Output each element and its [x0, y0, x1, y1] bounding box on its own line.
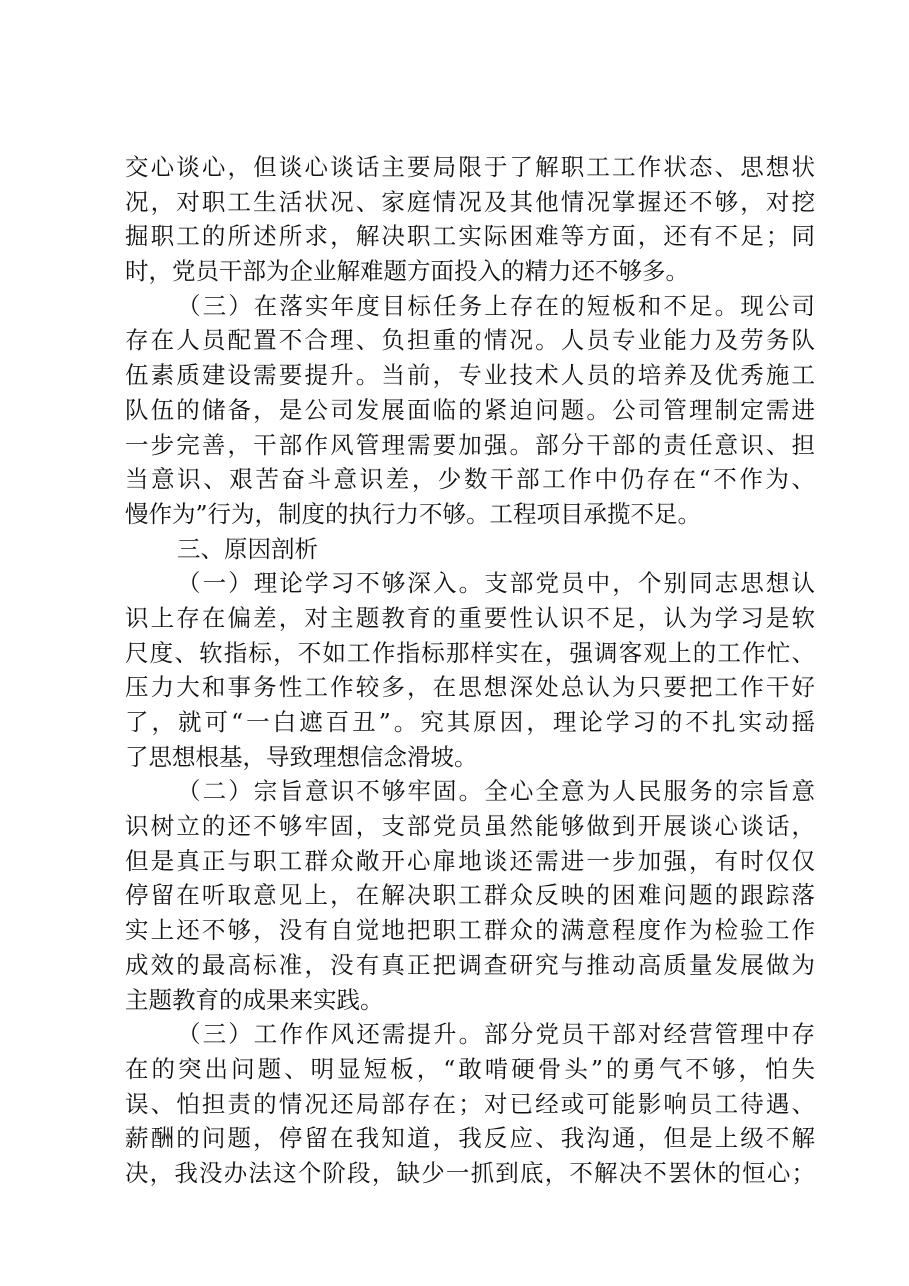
text-line: 伍素质建设需要提升。当前，专业技术人员的培养及优秀施工: [125, 361, 815, 390]
text-line: 停留在听取意见上，在解决职工群众反映的困难问题的跟踪落: [125, 881, 815, 910]
text-line: 压力大和事务性工作较多，在思想深处总认为只要把工作干好: [125, 673, 815, 702]
text-line: （一）理论学习不够深入。支部党员中，个别同志思想认: [177, 569, 815, 598]
text-line: 了，就可“一白遮百丑”。究其原因，理论学习的不扎实动摇: [125, 708, 815, 736]
text-line: 识上存在偏差，对主题教育的重要性认识不足，认为学习是软: [125, 603, 815, 632]
text-line: 况，对职工生活状况、家庭情况及其他情况掌握还不够，对挖: [125, 187, 815, 216]
text-line: 实上还不够，没有自觉地把职工群众的满意程度作为检验工作: [125, 916, 815, 945]
text-line: 薪酬的问题，停留在我知道，我反应、我沟通，但是上级不解: [125, 1124, 815, 1153]
text-line: （三）在落实年度目标任务上存在的短板和不足。现公司: [177, 291, 815, 320]
text-line: 但是真正与职工群众敞开心扉地谈还需进一步加强，有时仅仅: [125, 846, 815, 875]
text-line: 掘职工的所述所求，解决职工实际困难等方面，还有不足；同: [125, 222, 815, 251]
text-line: （三）工作作风还需提升。部分党员干部对经营管理中存: [177, 1020, 815, 1049]
text-line: 决，我没办法这个阶段，缺少一抓到底，不解决不罢休的恒心；: [125, 1158, 815, 1187]
document-body: [125, 150, 815, 1191]
text-line: 三、原因剖析: [177, 534, 318, 563]
text-line: 存在人员配置不合理、负担重的情况。人员专业能力及劳务队: [125, 326, 815, 355]
text-line: 慢作为”行为，制度的执行力不够。工程项目承揽不足。: [125, 499, 702, 528]
text-line: （二）宗旨意识不够牢固。全心全意为人民服务的宗旨意: [177, 777, 815, 806]
text-line: 尺度、软指标，不如工作指标那样实在，强调客观上的工作忙、: [125, 638, 815, 667]
text-line: 了思想根基，导致理想信念滑坡。: [125, 742, 478, 771]
text-line: 主题教育的成果来实践。: [125, 985, 384, 1014]
text-line: 误、怕担责的情况还局部存在；对已经或可能影响员工待遇、: [125, 1089, 815, 1118]
text-line: 交心谈心，但谈心谈话主要局限于了解职工工作状态、思想状: [125, 153, 815, 181]
text-line: 一步完善，干部作风管理需要加强。部分干部的责任意识、担: [125, 430, 815, 459]
text-line: 识树立的还不够牢固，支部党员虽然能够做到开展谈心谈话，: [125, 812, 815, 841]
text-line: 队伍的储备，是公司发展面临的紧迫问题。公司管理制定需进: [125, 395, 815, 424]
text-line: 成效的最高标准，没有真正把调查研究与推动高质量发展做为: [125, 950, 815, 979]
text-line: 当意识、艰苦奋斗意识差，少数干部工作中仍存在“不作为、: [125, 465, 815, 494]
text-line: 在的突出问题、明显短板，“敢啃硬骨头”的勇气不够，怕失: [125, 1054, 815, 1083]
text-line: 时，党员干部为企业解难题方面投入的精力还不够多。: [125, 257, 689, 286]
